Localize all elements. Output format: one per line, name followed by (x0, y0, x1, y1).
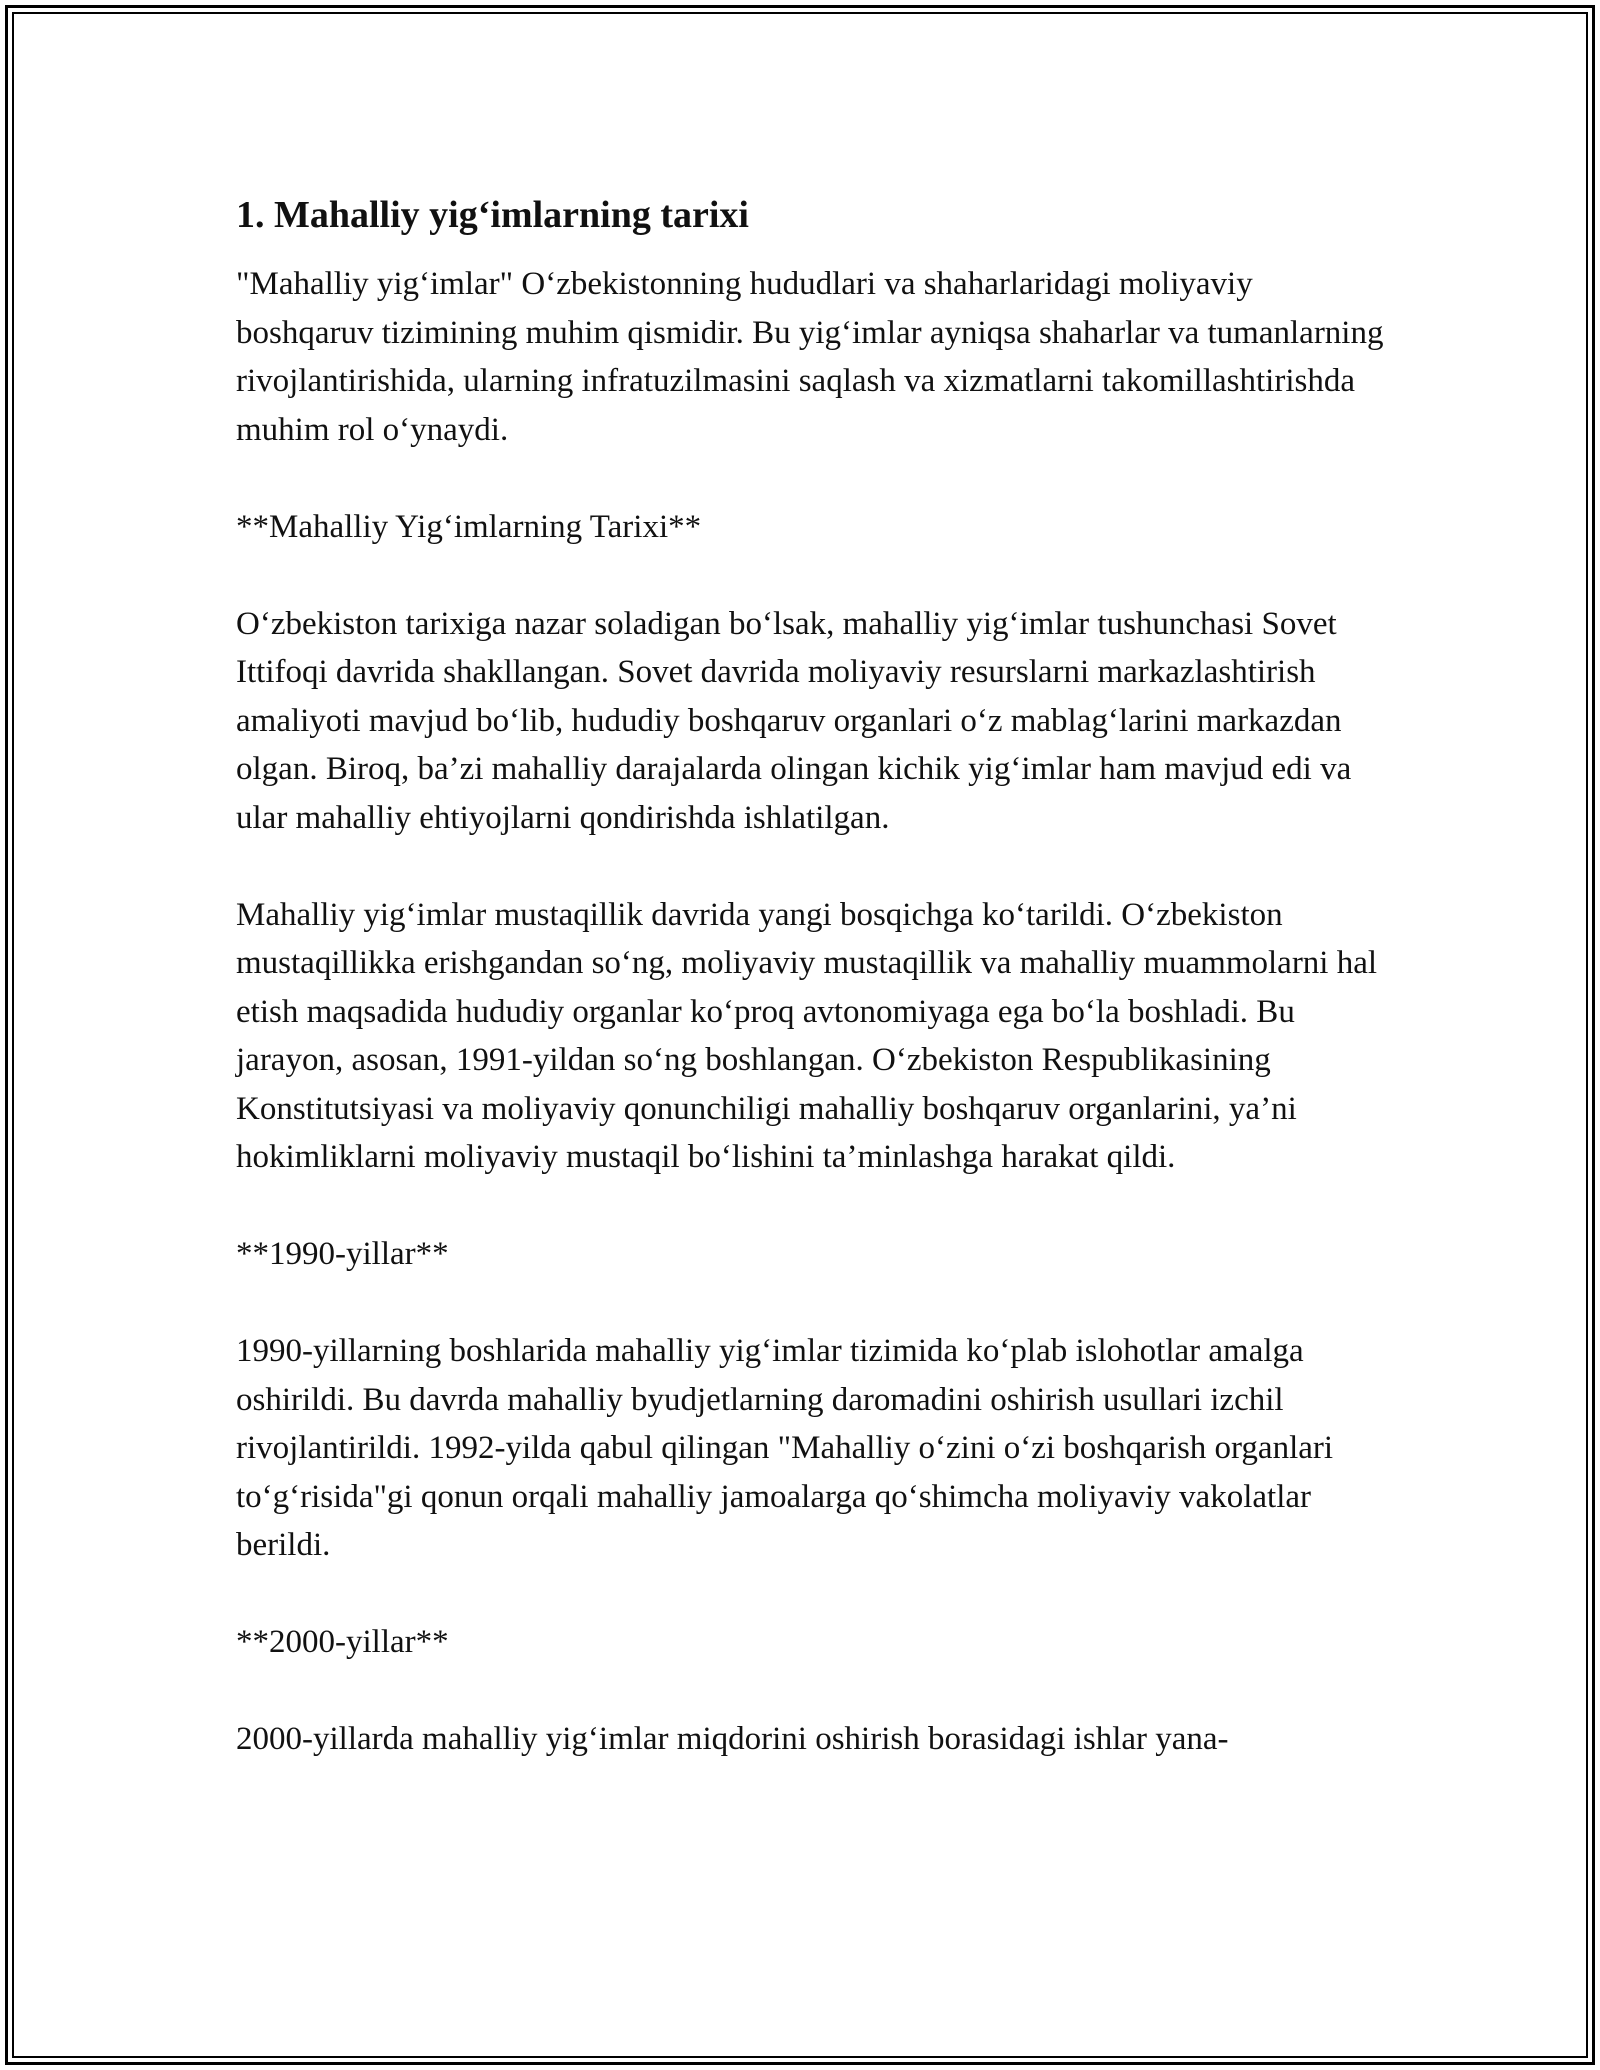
paragraph-1990s: 1990-yillarning boshlarida mahalliy yig‘imlar tizimida ko‘plab islohotlar amalga oshirildi. Bu davrda mahalliy byudjetlarning daromadini oshirish usullari izchil rivojlantirildi. 1992-yilda qabul qilingan "Mahalliy o‘zini o‘zi boshqarish organlari to‘g‘risida"gi qonun orqali mahalliy jamoalarga qo‘shimcha moliyaviy vakolatlar berildi. (236, 1333, 1334, 1563)
paragraph-intro: "Mahalliy yig‘imlar" O‘zbekistonning hududlari va shaharlaridagi moliyaviy boshqaruv tizimining muhim qismidir. Bu yig‘imlar ayniqsa shaharlar va tumanlarning rivojlantirishida, ularning infratuzilmasini saqlash va xizmatlarni takomillashtirishda muhim rol o‘ynaydi. (236, 266, 1384, 448)
section-heading: 1. Mahalliy yig‘imlarning tarixi (236, 194, 749, 236)
subheading-2000s: **2000-yillar** (236, 1624, 449, 1660)
paragraph-soviet-era: O‘zbekiston tarixiga nazar soladigan bo‘lsak, mahalliy yig‘imlar tushunchasi Sovet Ittifoqi davrida shakllangan. Sovet davrida moliyaviy resurslarni markazlashtirish amaliyoti mavjud bo‘lib, hududiy boshqaruv organlari o‘z mablag‘larini markazdan olgan. Biroq, ba’zi mahalliy darajalarda olingan kichik yig‘imlar ham mavjud edi va ular mahalliy ehtiyojlarni qondirishda ishlatilgan. (236, 605, 1352, 836)
subheading-1990s: **1990-yillar** (236, 1236, 449, 1272)
paragraph-2000s: 2000-yillarda mahalliy yig‘imlar miqdorini oshirish borasidagi ishlar yana- (236, 1721, 1229, 1757)
document-body (236, 188, 1386, 1812)
paragraph-independence: Mahalliy yig‘imlar mustaqillik davrida yangi bosqichga ko‘tarildi. O‘zbekiston mustaqillikka erishgandan so‘ng, moliyaviy mustaqillik va mahalliy muammolarni hal etish maqsadida hududiy organlar ko‘proq avtonomiyaga ega bo‘la boshladi. Bu jarayon, asosan, 1991-yildan so‘ng boshlangan. O‘zbekiston Respublikasining Konstitutsiyasi va moliyaviy qonunchiligi mahalliy boshqaruv organlarini, ya’ni hokimliklarni moliyaviy mustaqil bo‘lishini ta’minlashga harakat qildi. (236, 896, 1378, 1175)
subheading-history: **Mahalliy Yig‘imlarning Tarixi** (236, 508, 702, 545)
